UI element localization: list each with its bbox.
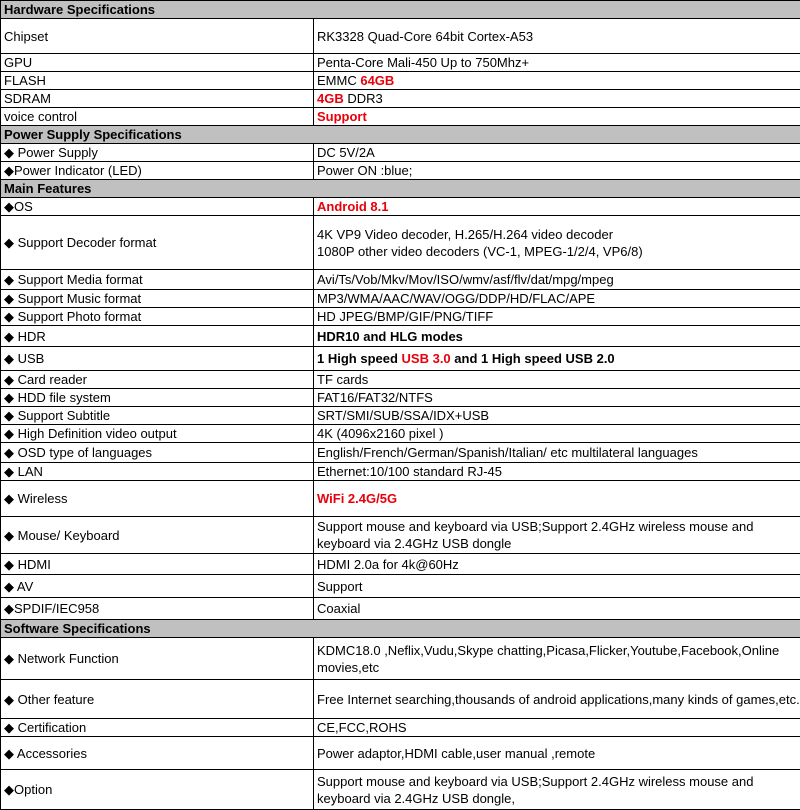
spec-label: ◆SPDIF/IEC958 bbox=[1, 598, 314, 620]
spec-label: ◆ Power Supply bbox=[1, 144, 314, 162]
spec-row-power-indicator bbox=[1, 162, 800, 180]
spec-value: RK3328 Quad-Core 64bit Cortex-A53 bbox=[314, 19, 800, 54]
spec-row-av bbox=[1, 575, 800, 598]
spec-row-hdd bbox=[1, 389, 800, 407]
spec-label: ◆ LAN bbox=[1, 463, 314, 481]
spec-value: SRT/SMI/SUB/SSA/IDX+USB bbox=[314, 407, 800, 425]
spec-value: MP3/WMA/AAC/WAV/OGG/DDP/HD/FLAC/APE bbox=[314, 290, 800, 308]
section-title: Software Specifications bbox=[1, 620, 800, 638]
spec-value: Free Internet searching,thousands of android applications,many kinds of games,etc. bbox=[314, 680, 800, 719]
spec-label: ◆Power Indicator (LED) bbox=[1, 162, 314, 180]
spec-row-flash bbox=[1, 72, 800, 90]
spec-row-photo bbox=[1, 308, 800, 326]
section-header-software bbox=[1, 620, 800, 638]
spec-label: ◆OS bbox=[1, 198, 314, 216]
spec-value bbox=[314, 216, 800, 270]
spec-row-os bbox=[1, 198, 800, 216]
value-highlight: 4GB bbox=[317, 91, 344, 106]
spec-label: ◆ HDD file system bbox=[1, 389, 314, 407]
spec-label: ◆ High Definition video output bbox=[1, 425, 314, 443]
spec-value: HD JPEG/BMP/GIF/PNG/TIFF bbox=[314, 308, 800, 326]
spec-label: ◆ Accessories bbox=[1, 737, 314, 770]
spec-row-mouse-keyboard bbox=[1, 517, 800, 554]
spec-label: ◆ Wireless bbox=[1, 481, 314, 517]
spec-label: ◆ HDR bbox=[1, 326, 314, 347]
value-highlight: Android 8.1 bbox=[317, 199, 389, 214]
spec-value bbox=[314, 72, 800, 90]
value-highlight: WiFi 2.4G/5G bbox=[317, 491, 397, 506]
spec-row-chipset bbox=[1, 19, 800, 54]
spec-value bbox=[314, 108, 800, 126]
spec-row-other-feature bbox=[1, 680, 800, 719]
spec-label: ◆ AV bbox=[1, 575, 314, 598]
spec-value: 4K (4096x2160 pixel ) bbox=[314, 425, 800, 443]
spec-value: Ethernet:10/100 standard RJ-45 bbox=[314, 463, 800, 481]
spec-row-voice-control bbox=[1, 108, 800, 126]
spec-label: ◆ Mouse/ Keyboard bbox=[1, 517, 314, 554]
spec-label: FLASH bbox=[1, 72, 314, 90]
spec-row-music bbox=[1, 290, 800, 308]
spec-row-card-reader bbox=[1, 371, 800, 389]
value-text: EMMC bbox=[317, 73, 360, 88]
spec-label: ◆ Other feature bbox=[1, 680, 314, 719]
spec-value: Power adaptor,HDMI cable,user manual ,remote bbox=[314, 737, 800, 770]
spec-label: ◆ Card reader bbox=[1, 371, 314, 389]
spec-value: FAT16/FAT32/NTFS bbox=[314, 389, 800, 407]
value-text: and 1 High speed USB 2.0 bbox=[451, 351, 615, 366]
spec-label: ◆ HDMI bbox=[1, 554, 314, 575]
section-title: Power Supply Specifications bbox=[1, 126, 800, 144]
spec-label: ◆ Network Function bbox=[1, 638, 314, 680]
section-header-hardware bbox=[1, 1, 800, 19]
spec-value: DC 5V/2A bbox=[314, 144, 800, 162]
spec-row-network bbox=[1, 638, 800, 680]
spec-label: Chipset bbox=[1, 19, 314, 54]
spec-row-usb bbox=[1, 347, 800, 371]
spec-row-sdram bbox=[1, 90, 800, 108]
spec-label: voice control bbox=[1, 108, 314, 126]
spec-value: English/French/German/Spanish/Italian/ etc multilateral languages bbox=[314, 443, 800, 463]
spec-row-lan bbox=[1, 463, 800, 481]
spec-value: Avi/Ts/Vob/Mkv/Mov/ISO/wmv/asf/flv/dat/mpg/mpeg bbox=[314, 270, 800, 290]
spec-value bbox=[314, 347, 800, 371]
spec-value: Penta-Core Mali-450 Up to 750Mhz+ bbox=[314, 54, 800, 72]
spec-value: HDR10 and HLG modes bbox=[314, 326, 800, 347]
spec-value bbox=[314, 481, 800, 517]
section-header-power bbox=[1, 126, 800, 144]
spec-row-media bbox=[1, 270, 800, 290]
spec-label: ◆ Support Subtitle bbox=[1, 407, 314, 425]
spec-row-subtitle bbox=[1, 407, 800, 425]
spec-label: ◆ Support Decoder format bbox=[1, 216, 314, 270]
spec-value: HDMI 2.0a for 4k@60Hz bbox=[314, 554, 800, 575]
spec-row-option bbox=[1, 770, 800, 810]
spec-row-wireless bbox=[1, 481, 800, 517]
spec-value bbox=[314, 198, 800, 216]
spec-value: Coaxial bbox=[314, 598, 800, 620]
spec-row-accessories bbox=[1, 737, 800, 770]
spec-row-decoder bbox=[1, 216, 800, 270]
spec-row-gpu bbox=[1, 54, 800, 72]
spec-row-hdmi bbox=[1, 554, 800, 575]
spec-value: Support mouse and keyboard via USB;Support 2.4GHz wireless mouse and keyboard via 2.4GHz USB dongle, bbox=[314, 770, 800, 810]
spec-value: Support mouse and keyboard via USB;Support 2.4GHz wireless mouse and keyboard via 2.4GHz USB dongle bbox=[314, 517, 800, 554]
value-text: 1 High speed bbox=[317, 351, 402, 366]
section-header-main bbox=[1, 180, 800, 198]
section-title: Hardware Specifications bbox=[1, 1, 800, 19]
spec-value bbox=[314, 90, 800, 108]
spec-label: ◆Option bbox=[1, 770, 314, 810]
spec-label: ◆ Certification bbox=[1, 719, 314, 737]
spec-row-osd bbox=[1, 443, 800, 463]
value-text: DDR3 bbox=[344, 91, 383, 106]
spec-row-hd-output bbox=[1, 425, 800, 443]
value-highlight: Support bbox=[317, 109, 367, 124]
spec-label: ◆ Support Media format bbox=[1, 270, 314, 290]
spec-label: SDRAM bbox=[1, 90, 314, 108]
spec-row-hdr bbox=[1, 326, 800, 347]
spec-row-certification bbox=[1, 719, 800, 737]
spec-value: Support bbox=[314, 575, 800, 598]
spec-label: ◆ OSD type of languages bbox=[1, 443, 314, 463]
section-title: Main Features bbox=[1, 180, 800, 198]
spec-value: KDMC18.0 ,Neflix,Vudu,Skype chatting,Picasa,Flicker,Youtube,Facebook,Online movies,etc bbox=[314, 638, 800, 680]
value-line: 4K VP9 Video decoder, H.265/H.264 video decoder bbox=[317, 226, 800, 243]
spec-value: CE,FCC,ROHS bbox=[314, 719, 800, 737]
spec-label: ◆ USB bbox=[1, 347, 314, 371]
value-highlight: USB 3.0 bbox=[402, 351, 451, 366]
spec-value: Power ON :blue; bbox=[314, 162, 800, 180]
spec-value: TF cards bbox=[314, 371, 800, 389]
spec-label: GPU bbox=[1, 54, 314, 72]
spec-row-power-supply bbox=[1, 144, 800, 162]
spec-label: ◆ Support Photo format bbox=[1, 308, 314, 326]
value-line: 1080P other video decoders (VC-1, MPEG-1/2/4, VP6/8) bbox=[317, 243, 800, 260]
spec-row-spdif bbox=[1, 598, 800, 620]
spec-label: ◆ Support Music format bbox=[1, 290, 314, 308]
value-highlight: 64GB bbox=[360, 73, 394, 88]
